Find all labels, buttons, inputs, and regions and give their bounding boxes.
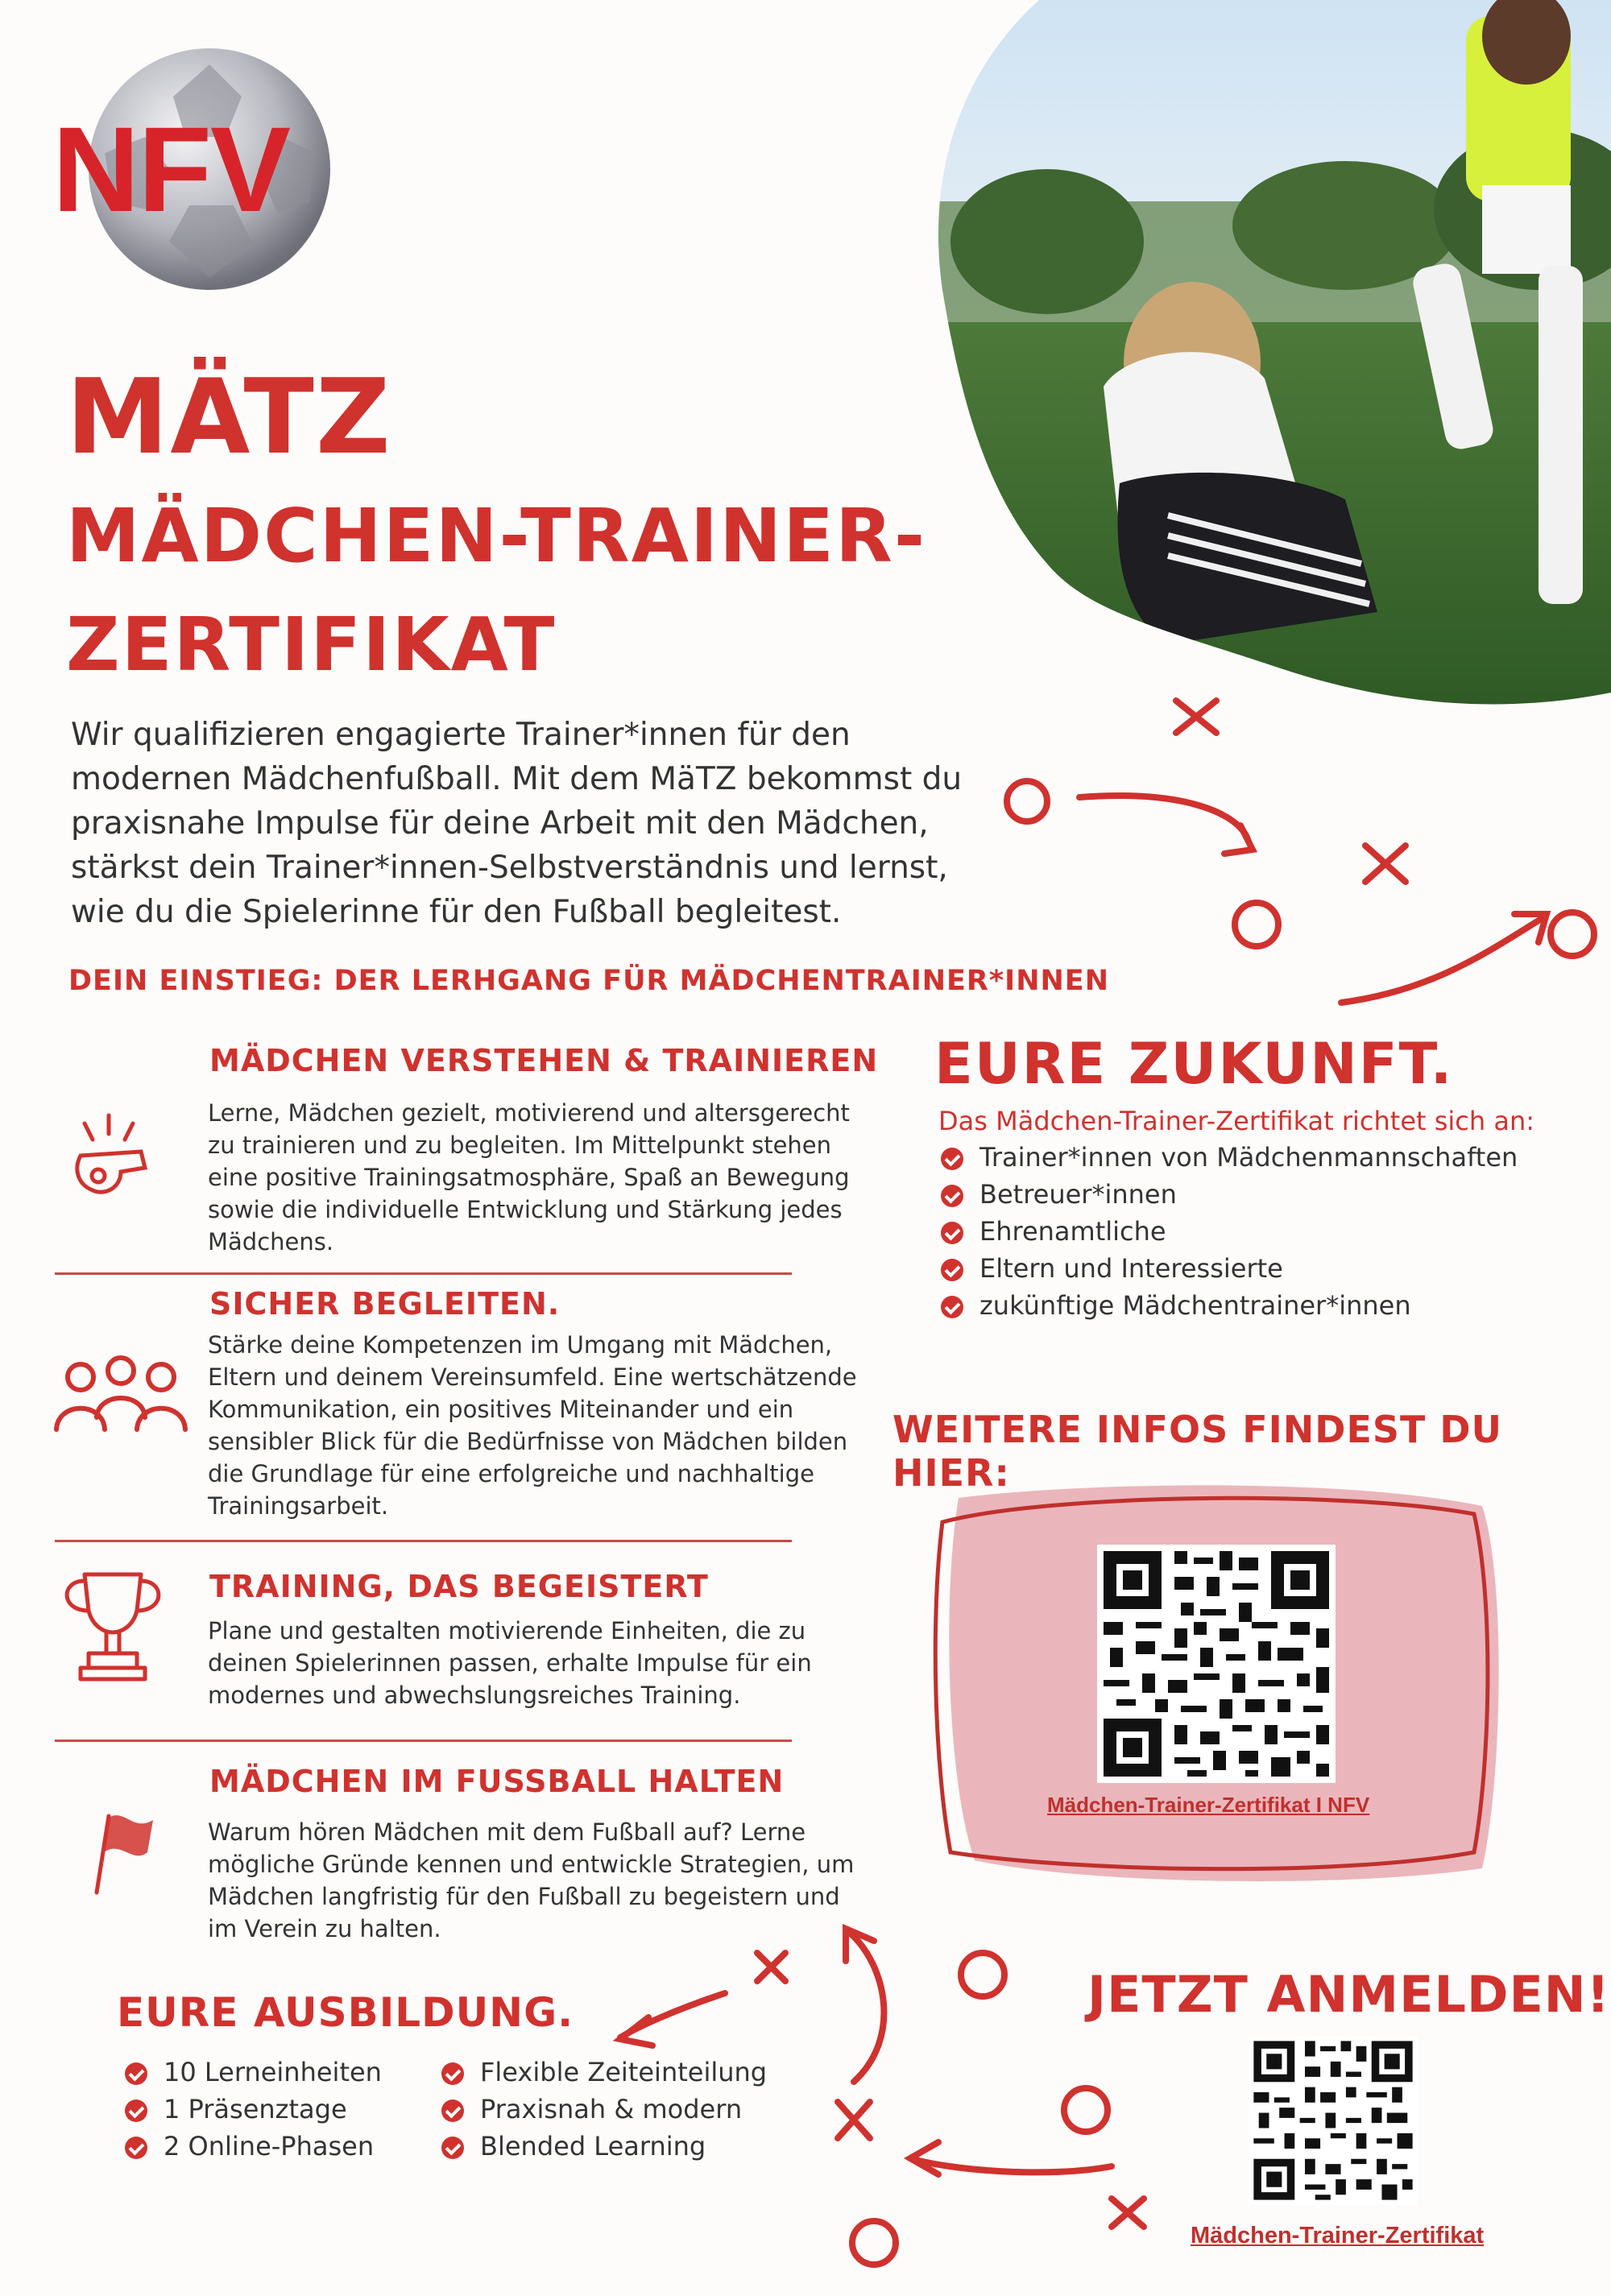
checkmark-icon: [941, 1148, 963, 1170]
list-item-label: Ehrenamtliche: [979, 1216, 1166, 1247]
title-line2: MÄDCHEN-TRAINER-: [66, 493, 927, 579]
intro-line: modernen Mädchenfußball. Mit dem MäTZ bekommst du: [71, 761, 963, 797]
intro-line: praxisnahe Impulse für deine Arbeit mit den Mädchen,: [71, 805, 929, 842]
qr-code-icon: [1097, 1545, 1336, 1783]
zukunft-list: [941, 1139, 1518, 1324]
text-line: deinen Spielerinnen passen, erhalte Impulse für ein: [208, 1649, 812, 1677]
list-item: [941, 1287, 1518, 1324]
list-item: [125, 2054, 382, 2091]
qr-code-icon: [1249, 2036, 1418, 2205]
checkmark-icon: [125, 2099, 147, 2122]
list-item-label: Flexible Zeiteinteilung: [480, 2057, 768, 2087]
list-item: [941, 1139, 1518, 1176]
intro-line: Wir qualifizieren engagierte Trainer*innen für den: [71, 717, 851, 753]
text-line: Kommunikation, ein positives Miteinander und ein: [208, 1396, 794, 1423]
checkmark-icon: [125, 2062, 147, 2085]
checkmark-icon: [441, 2137, 464, 2159]
text-line: Plane und gestalten motivierende Einheiten, die zu: [208, 1617, 806, 1644]
list-item: [941, 1213, 1518, 1250]
link-anmelden[interactable]: Mädchen-Trainer-Zertifikat: [1191, 2223, 1485, 2248]
corner-flag-icon: [85, 1808, 165, 1897]
ausbildung-list-left: [125, 2054, 382, 2165]
divider: [55, 1540, 792, 1542]
ausbildung-heading: EURE AUSBILDUNG.: [117, 1989, 574, 2036]
list-item-label: 1 Präsenztage: [164, 2094, 347, 2124]
divider: [55, 1740, 792, 1742]
section-title-training: TRAINING, DAS BEGEISTERT: [209, 1569, 709, 1604]
text-line: Mädchen langfristig für den Fußball zu begeistern und: [208, 1883, 840, 1910]
section-text-training: [208, 1615, 868, 1711]
checkmark-icon: [125, 2137, 147, 2159]
checkmark-icon: [441, 2099, 464, 2122]
divider: [55, 1272, 792, 1275]
text-line: die Grundlage für eine erfolgreiche und nachhaltige: [208, 1460, 814, 1487]
section-text-verstehen: [208, 1097, 868, 1258]
infos-heading: WEITERE INFOS FINDEST DU HIER:: [892, 1408, 1502, 1495]
zukunft-heading: EURE ZUKUNFT.: [934, 1031, 1454, 1097]
nfv-logo: [48, 32, 354, 298]
list-item: [125, 2091, 382, 2128]
text-line: sowie die individuelle Entwicklung und Stärkung jedes: [208, 1196, 843, 1223]
link-infos[interactable]: Mädchen-Trainer-Zertifikat I NFV: [1047, 1793, 1370, 1817]
list-item-label: Trainer*innen von Mädchenmannschaften: [979, 1142, 1518, 1173]
checkmark-icon: [941, 1259, 963, 1281]
title-line3: ZERTIFIKAT: [66, 602, 557, 688]
list-item: [941, 1250, 1518, 1287]
zukunft-subtitle: Das Mädchen-Trainer-Zertifikat richtet sich an:: [938, 1106, 1535, 1136]
list-item-label: Betreuer*innen: [979, 1179, 1177, 1210]
list-item-label: Eltern und Interessierte: [979, 1253, 1283, 1284]
text-line: zu trainieren und zu begleiten. Im Mittelpunkt stehen: [208, 1131, 832, 1159]
intro-paragraph: [71, 713, 1037, 934]
checkmark-icon: [941, 1222, 963, 1244]
list-item-label: 2 Online-Phasen: [164, 2131, 375, 2162]
einstieg-heading: DEIN EINSTIEG: DER LERHGANG FÜR MÄDCHENTRAINER*INNEN: [68, 965, 1109, 997]
anmelden-heading: JETZT ANMELDEN!: [1087, 1965, 1610, 2024]
text-line: sensibler Blick für die Bedürfnisse von Mädchen bilden: [208, 1428, 848, 1455]
section-title-halten: MÄDCHEN IM FUSSBALL HALTEN: [209, 1764, 785, 1799]
text-line: Eltern und deinem Vereinsumfeld. Eine wertschätzende: [208, 1363, 857, 1391]
list-item: [941, 1176, 1518, 1213]
checkmark-icon: [441, 2062, 464, 2085]
list-item-label: Praxisnah & modern: [480, 2094, 743, 2124]
text-line: Warum hören Mädchen mit dem Fußball auf? Lerne: [208, 1818, 806, 1846]
intro-line: stärkst dein Trainer*innen-Selbstverständnis und lernst,: [71, 850, 948, 886]
hero-photo: [926, 0, 1611, 709]
qr-code-anmelden[interactable]: [1249, 2036, 1418, 2205]
text-line: modernes und abwechslungsreiches Training.: [208, 1682, 741, 1709]
section-title-begleiten: SICHER BEGLEITEN.: [209, 1286, 561, 1322]
qr-code-infos[interactable]: [1097, 1545, 1336, 1783]
intro-line: wie du die Spielerinne für den Fußball begleitest.: [71, 894, 842, 930]
logo-text: NFV: [52, 101, 289, 237]
list-item: [125, 2128, 382, 2165]
text-line: Mädchens.: [208, 1228, 334, 1256]
title-matz: MÄTZ: [66, 358, 392, 478]
whistle-icon: [64, 1111, 161, 1200]
section-title-verstehen: MÄDCHEN VERSTEHEN & TRAINIEREN: [209, 1043, 879, 1078]
list-item-label: 10 Lerneinheiten: [164, 2057, 382, 2087]
text-line: eine positive Trainingsatmosphäre, Spaß an Bewegung: [208, 1164, 850, 1191]
checkmark-icon: [941, 1296, 963, 1318]
checkmark-icon: [941, 1185, 963, 1207]
list-item-label: zukünftige Mädchentrainer*innen: [979, 1290, 1411, 1321]
people-icon: [48, 1353, 193, 1442]
text-line: Lerne, Mädchen gezielt, motivierend und altersgerecht: [208, 1099, 850, 1127]
text-line: mögliche Gründe kennen und entwickle Strategien, um: [208, 1851, 855, 1878]
list-item-label: Blended Learning: [480, 2131, 706, 2162]
text-line: im Verein zu halten.: [208, 1915, 441, 1942]
trophy-icon: [56, 1566, 169, 1687]
section-text-begleiten: [208, 1329, 868, 1522]
text-line: Stärke deine Kompetenzen im Umgang mit Mädchen,: [208, 1331, 833, 1359]
text-line: Trainingsarbeit.: [208, 1492, 389, 1520]
